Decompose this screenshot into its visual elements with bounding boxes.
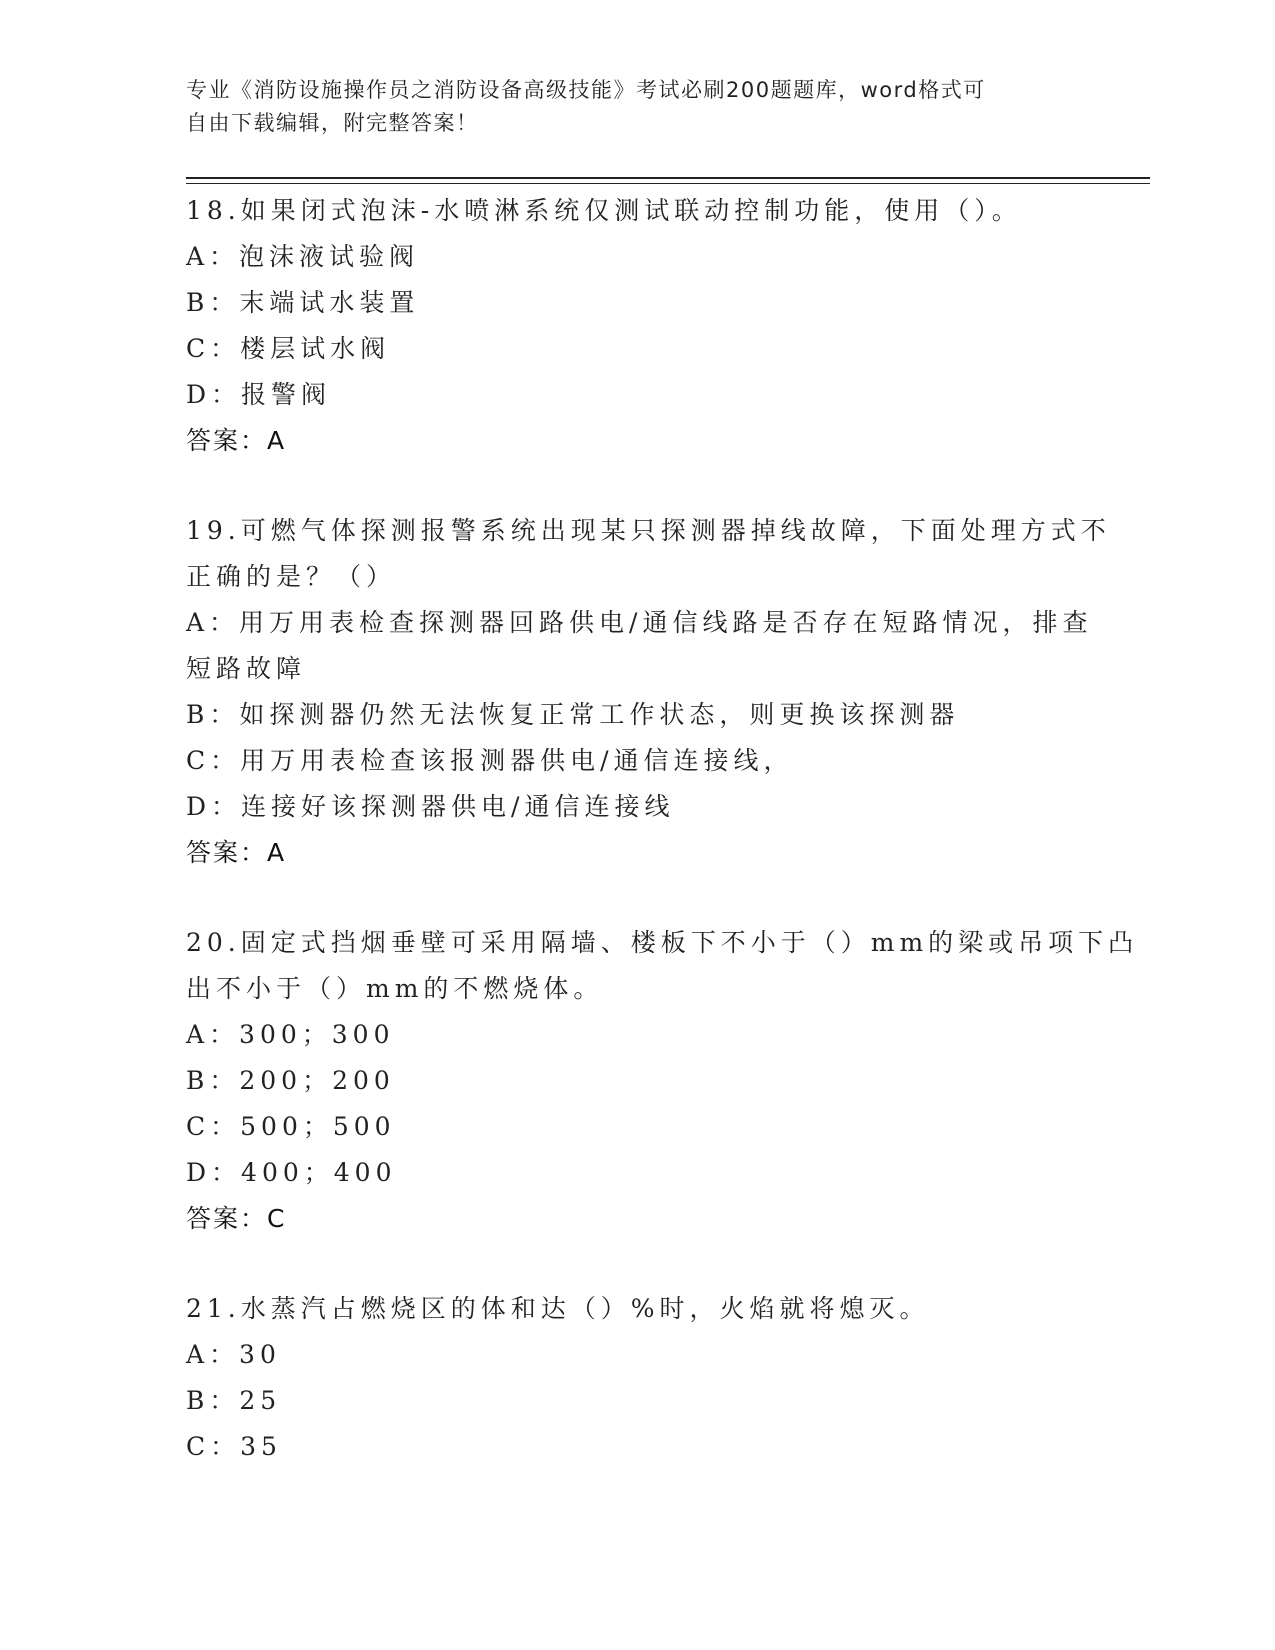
question-spacer bbox=[186, 876, 1086, 920]
answer-option-line: B：200；200 bbox=[186, 1066, 395, 1095]
question-spacer bbox=[186, 464, 1086, 508]
header-divider-thin bbox=[186, 183, 1150, 184]
answer-option-line: A：300；300 bbox=[186, 1020, 395, 1049]
answer-option-line: B：25 bbox=[186, 1386, 282, 1415]
answer-option-line: C：500；500 bbox=[186, 1112, 396, 1141]
question-stem-line: 18.如果闭式泡沫-水喷淋系统仅测试联动控制功能，使用（）。 bbox=[186, 196, 1022, 225]
question-block bbox=[186, 508, 1111, 876]
header-divider-thick bbox=[186, 177, 1150, 179]
question-stem-line: 正确的是？（） bbox=[186, 562, 397, 591]
question-spacer bbox=[186, 1242, 1086, 1286]
answer-option-line: D：连接好该探测器供电/通信连接线 bbox=[186, 792, 675, 821]
question-stem-line: 19.可燃气体探测报警系统出现某只探测器掉线故障，下面处理方式不 bbox=[186, 516, 1111, 545]
answer-key: 答案：A bbox=[186, 838, 287, 867]
question-stem-line: 出不小于（）mm的不燃烧体。 bbox=[186, 974, 604, 1003]
question-block bbox=[186, 188, 1086, 464]
answer-option-line: D：400；400 bbox=[186, 1158, 397, 1187]
question-stem-line: 21.水蒸汽占燃烧区的体和达（）%时，火焰就将熄灭。 bbox=[186, 1294, 930, 1323]
question-stem-line: 20.固定式挡烟垂壁可采用隔墙、楼板下不小于（）mm的梁或吊项下凸 bbox=[186, 928, 1139, 957]
answer-option-line: A：泡沫液试验阀 bbox=[186, 242, 420, 271]
answer-key: 答案：A bbox=[186, 426, 287, 455]
answer-option-line: C：楼层试水阀 bbox=[186, 334, 391, 363]
document-header bbox=[186, 74, 1066, 140]
answer-option-line: C：用万用表检查该报测器供电/通信连接线， bbox=[186, 746, 794, 775]
question-list bbox=[186, 188, 1139, 1470]
answer-option-line: D：报警阀 bbox=[186, 380, 332, 409]
answer-option-line: A：30 bbox=[186, 1340, 281, 1369]
answer-option-line: A：用万用表检查探测器回路供电/通信线路是否存在短路情况，排查 bbox=[186, 608, 1093, 637]
answer-option-line: B：末端试水装置 bbox=[186, 288, 420, 317]
question-block bbox=[186, 920, 1139, 1242]
header-line-2: 自由下载编辑，附完整答案！ bbox=[186, 111, 479, 135]
header-line-1: 专业《消防设施操作员之消防设备高级技能》考试必刷200题题库，word格式可 bbox=[186, 78, 986, 102]
question-block bbox=[186, 1286, 1086, 1470]
answer-option-line: C：35 bbox=[186, 1432, 282, 1461]
answer-option-line: 短路故障 bbox=[186, 654, 307, 683]
answer-option-line: B：如探测器仍然无法恢复正常工作状态，则更换该探测器 bbox=[186, 700, 960, 729]
answer-key: 答案：C bbox=[186, 1204, 287, 1233]
